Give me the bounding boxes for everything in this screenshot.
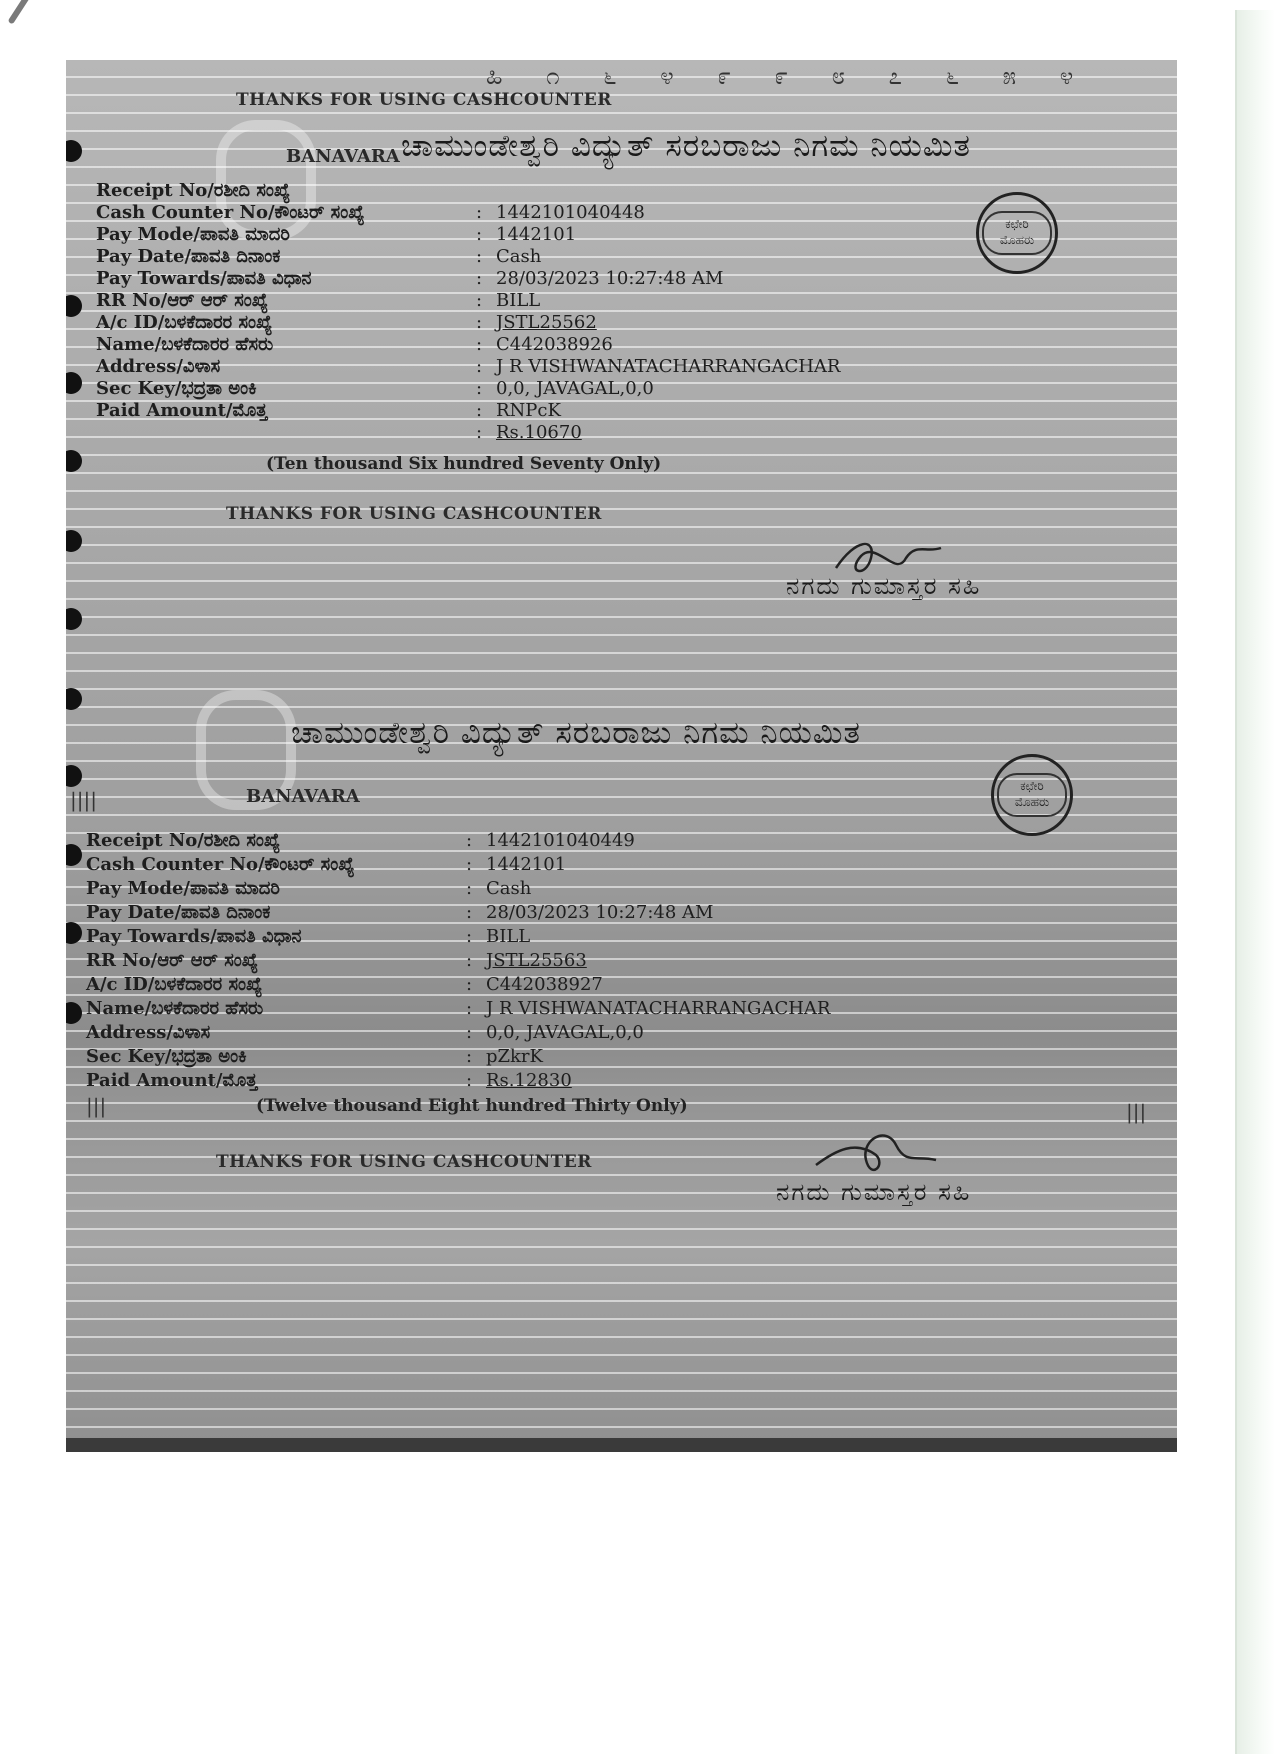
field-label: Sec Key/ಭದ್ರತಾ ಅಂಕಿ (86, 1045, 247, 1067)
seal-line-2: ಮೊಹರು (1014, 795, 1050, 809)
field-row: Sec Key/ಭದ್ರತಾ ಅಂಕಿ : 0,0, JAVAGAL,0,0 (96, 377, 654, 399)
field-row: Paid Amount/ಮೊತ್ತ : Rs.12830 (86, 1069, 572, 1091)
cashier-sign-label: ನಗದು ಗುಮಾಸ್ತರ ಸಹಿ (786, 572, 982, 600)
field-label: Paid Amount/ಮೊತ್ತ (96, 399, 268, 421)
field-row: Cash Counter No/ಕೌಂಟರ್ ಸಂಖ್ಯೆ : 1442101 (86, 853, 567, 875)
top-handwriting: ಹಿ ೧ ೬ ೪ ೯ ೯ ೮ ೭ ೬ ೫ ೪ (486, 62, 1092, 90)
field-label: Paid Amount/ಮೊತ್ತ (86, 1069, 258, 1091)
field-row: RR No/ಆರ್ ಆರ್ ಸಂಖ್ಯೆ : BILL (96, 289, 541, 311)
field-label: Cash Counter No/ಕೌಂಟರ್ ಸಂಖ್ಯೆ (86, 853, 355, 875)
field-label: Cash Counter No/ಕೌಂಟರ್ ಸಂಖ್ಯೆ (96, 201, 365, 223)
field-row: Sec Key/ಭದ್ರತಾ ಅಂಕಿ : pZkrK (86, 1045, 543, 1067)
field-row: A/c ID/ಬಳಕೆದಾರರ ಸಂಖ್ಯೆ : C442038927 (86, 973, 603, 995)
amount-in-words: (Ten thousand Six hundred Seventy Only) (266, 454, 662, 474)
field-label: Receipt No/ರಶೀದಿ ಸಂಖ್ಯೆ (96, 179, 291, 201)
field-label: Pay Date/ಪಾವತಿ ದಿನಾಂಕ (86, 901, 271, 923)
field-row: Paid Amount/ಮೊತ್ತ : RNPcK (96, 399, 561, 421)
field-value: pZkrK (486, 1045, 543, 1067)
field-label: Sec Key/ಭದ್ರತಾ ಅಂಕಿ (96, 377, 257, 399)
field-row: RR No/ಆರ್ ಆರ್ ಸಂಖ್ಯೆ : JSTL25563 (86, 949, 587, 971)
field-row: Pay Date/ಪಾವತಿ ದಿನಾಂಕ : 28/03/2023 10:27:48 AM (86, 901, 714, 923)
company-banner: ಚಾಮುಂಡೇಶ್ವರಿ ವಿದ್ಯುತ್ ಸರಬರಾಜು ನಿಗಮ ನಿಯಮಿತ (401, 128, 971, 164)
punch-hole (66, 922, 82, 944)
field-value: Cash (486, 877, 532, 899)
field-row: Pay Mode/ಪಾವತಿ ಮಾದರಿ : 1442101 (96, 223, 577, 245)
field-value: J R VISHWANATACHARRANGACHAR (486, 997, 831, 1019)
punch-hole (66, 450, 82, 472)
staple-mark (7, 0, 94, 25)
field-value: 28/03/2023 10:27:48 AM (496, 267, 724, 289)
field-label: Pay Towards/ಪಾವತಿ ವಿಧಾನ (96, 267, 312, 289)
field-value: J R VISHWANATACHARRANGACHAR (496, 355, 841, 377)
field-row: Name/ಬಳಕೆದಾರರ ಹೆಸರು : J R VISHWANATACHARRANGACHAR (86, 997, 831, 1019)
tick-marks: ||| (1126, 1100, 1147, 1124)
field-value: 28/03/2023 10:27:48 AM (486, 901, 714, 923)
seal-line-1: ಕಛೇರಿ (1020, 779, 1044, 794)
field-row: Pay Date/ಪಾವತಿ ದಿನಾಂಕ : Cash (96, 245, 542, 267)
field-label: A/c ID/ಬಳಕೆದಾರರ ಸಂಖ್ಯೆ (86, 973, 263, 995)
office-seal (991, 754, 1073, 836)
field-value: JSTL25563 (486, 949, 587, 971)
field-label: Pay Mode/ಪಾವತಿ ಮಾದರಿ (96, 223, 290, 245)
field-value: 1442101 (496, 223, 577, 245)
punch-hole (66, 530, 82, 552)
footer-thanks: THANKS FOR USING CASHCOUNTER (226, 504, 602, 524)
field-row: Pay Mode/ಪಾವತಿ ಮಾದರಿ : Cash (86, 877, 532, 899)
field-label: Name/ಬಳಕೆದಾರರ ಹೆಸರು (86, 997, 264, 1019)
tick-marks: ||| (86, 1094, 107, 1118)
field-value: Cash (496, 245, 542, 267)
punch-hole (66, 688, 82, 710)
field-value: C442038927 (486, 973, 603, 995)
receipt-2-fields (86, 828, 946, 1108)
cashier-sign-label: ನಗದು ಗುಮಾಸ್ತರ ಸಹಿ (776, 1178, 972, 1206)
field-row: Receipt No/ರಶೀದಿ ಸಂಖ್ಯೆ : 1442101040449 (86, 829, 635, 851)
punch-hole (66, 765, 82, 787)
field-value: BILL (496, 289, 541, 311)
field-label: RR No/ಆರ್ ಆರ್ ಸಂಖ್ಯೆ (96, 289, 269, 311)
field-value: JSTL25562 (496, 311, 597, 333)
receipt-sheet (66, 60, 1177, 1452)
field-value: 1442101040449 (486, 829, 635, 851)
header-thanks: THANKS FOR USING CASHCOUNTER (236, 90, 612, 110)
field-value: BILL (486, 925, 531, 947)
company-banner: ಚಾಮುಂಡೇಶ್ವರಿ ವಿದ್ಯುತ್ ಸರಬರಾಜು ನಿಗಮ ನಿಯಮಿತ (291, 715, 861, 751)
branch-name: BANAVARA (246, 786, 360, 807)
field-row: A/c ID/ಬಳಕೆದಾರರ ಸಂಖ್ಯೆ : JSTL25562 (96, 311, 597, 333)
field-label: Pay Towards/ಪಾವತಿ ವಿಧಾನ (86, 925, 302, 947)
punch-hole (66, 608, 82, 630)
field-value: 1442101 (486, 853, 567, 875)
field-label: RR No/ಆರ್ ಆರ್ ಸಂಖ್ಯೆ (86, 949, 259, 971)
punch-hole (66, 844, 82, 866)
paid-amount: Rs.10670 (496, 421, 582, 443)
punch-hole (66, 140, 82, 162)
field-value: RNPcK (496, 399, 561, 421)
field-value: 0,0, JAVAGAL,0,0 (496, 377, 654, 399)
office-seal (976, 192, 1058, 274)
field-value: C442038926 (496, 333, 613, 355)
field-label: A/c ID/ಬಳಕೆದಾರರ ಸಂಖ್ಯೆ (96, 311, 273, 333)
field-label: Address/ವಿಳಾಸ (96, 355, 221, 377)
field-value: 0,0, JAVAGAL,0,0 (486, 1021, 644, 1043)
field-label: Name/ಬಳಕೆದಾರರ ಹೆಸರು (96, 333, 274, 355)
seal-line-2: ಮೊಹರು (999, 233, 1035, 247)
paid-amount: Rs.12830 (486, 1069, 572, 1091)
field-value: 1442101040448 (496, 201, 645, 223)
field-row (96, 178, 496, 202)
punch-hole (66, 295, 82, 317)
tick-marks: |||| (70, 788, 97, 812)
amount-in-words: (Twelve thousand Eight hundred Thirty Only) (256, 1096, 688, 1116)
field-label: Pay Date/ಪಾವತಿ ದಿನಾಂಕ (96, 245, 281, 267)
scan-edge-strip (1235, 10, 1275, 1754)
field-label: Pay Mode/ಪಾವತಿ ಮಾದರಿ (86, 877, 280, 899)
footer-thanks: THANKS FOR USING CASHCOUNTER (216, 1152, 592, 1172)
field-label: Receipt No/ರಶೀದಿ ಸಂಖ್ಯೆ (86, 829, 281, 851)
field-row: Pay Towards/ಪಾವತಿ ವಿಧಾನ : BILL (86, 925, 531, 947)
field-row: Address/ವಿಳಾಸ : 0,0, JAVAGAL,0,0 (86, 1021, 644, 1043)
punch-hole (66, 1002, 82, 1024)
punch-hole (66, 372, 82, 394)
receipt-1-fields (96, 178, 936, 478)
field-label: Address/ವಿಳಾಸ (86, 1021, 211, 1043)
field-row: Name/ಬಳಕೆದಾರರ ಹೆಸರು : C442038926 (96, 333, 613, 355)
seal-line-1: ಕಛೇರಿ (1005, 217, 1029, 232)
field-row: Cash Counter No/ಕೌಂಟರ್ ಸಂಖ್ಯೆ : 1442101040448 (96, 201, 645, 223)
field-row: : Rs.10670 (476, 421, 582, 443)
field-row: Address/ವಿಳಾಸ : J R VISHWANATACHARRANGACHAR (96, 355, 841, 377)
field-row: Pay Towards/ಪಾವತಿ ವಿಧಾನ : 28/03/2023 10:27:48 AM (96, 267, 724, 289)
branch-name: BANAVARA (286, 146, 400, 167)
